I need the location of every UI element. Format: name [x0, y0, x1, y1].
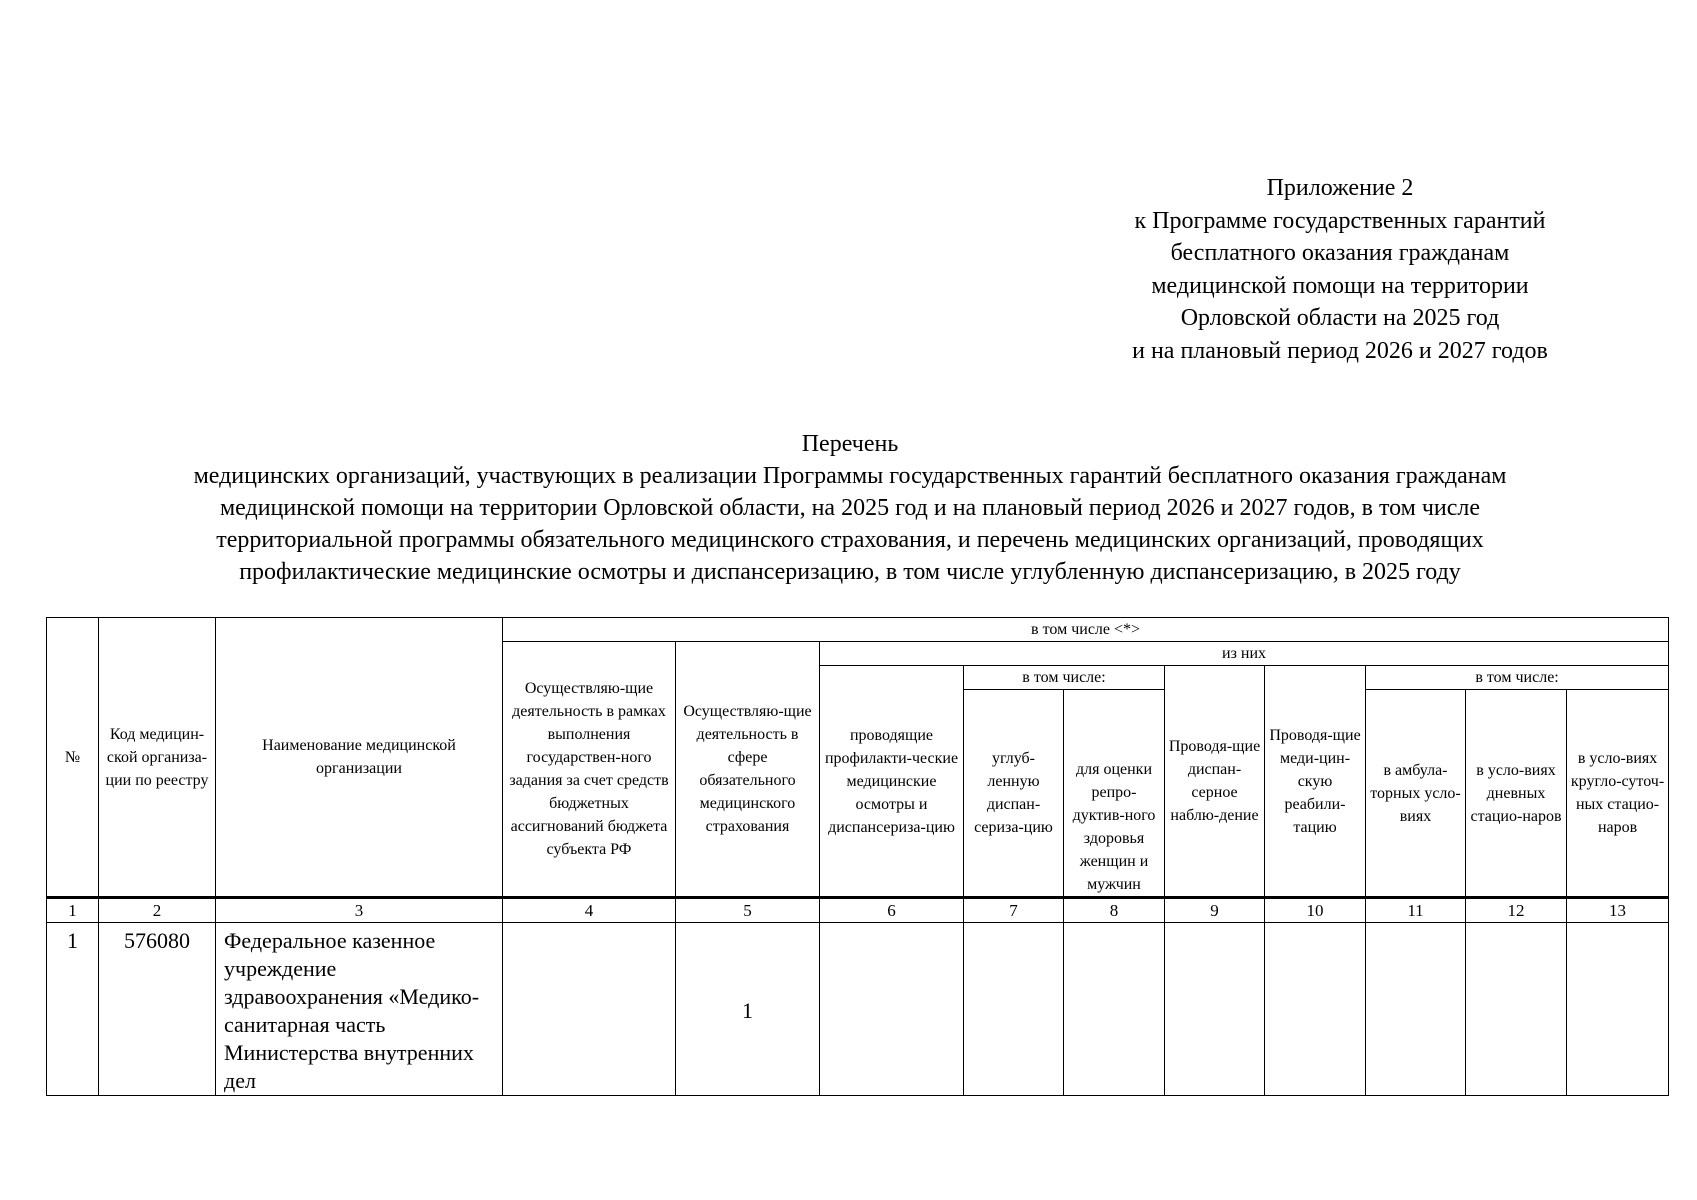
title-line: Перечень — [801, 431, 899, 457]
header-col11: в амбула-торных усло-виях — [1366, 690, 1466, 898]
row-col8 — [1064, 923, 1165, 1096]
row-col13 — [1567, 923, 1669, 1096]
column-number: 8 — [1064, 898, 1165, 923]
row-col10 — [1265, 923, 1366, 1096]
header-col9: Проводя-щие диспан-серное наблю-дение — [1165, 666, 1265, 898]
column-number: 13 — [1567, 898, 1669, 923]
header-name: Наименование медицинской организации — [216, 618, 503, 898]
header-including: в том числе <*> — [503, 618, 1669, 642]
organizations-table — [46, 617, 1669, 1096]
header-col4: Осуществляю-щие деятельность в рамках выполнения государствен-ного задания за счет средств бюджетных ассигнований бюджета субъекта РФ — [503, 642, 676, 898]
column-number-row — [47, 898, 1669, 923]
appendix-line: медицинской помощи на территории — [1151, 272, 1529, 299]
column-number: 7 — [964, 898, 1064, 923]
row-name: Федеральное казенное учреждение здравоохранения «Медико-санитарная часть Министерства внутренних дел — [216, 923, 503, 1096]
row-col11 — [1366, 923, 1466, 1096]
header-col12: в усло-виях дневных стацио-наров — [1466, 690, 1567, 898]
title-line: медицинской помощи на территории Орловской области, на 2025 год и на плановый период 2026 и 2027 годов, в том числе — [219, 495, 1481, 521]
row-col6 — [820, 923, 964, 1096]
header-of-them: из них — [820, 642, 1669, 666]
appendix-line: к Программе государственных гарантий — [1134, 207, 1546, 234]
column-number: 1 — [47, 898, 99, 923]
header-code: Код медицин-ской организа-ции по реестру — [99, 618, 216, 898]
column-number: 9 — [1165, 898, 1265, 923]
appendix-line: Орловской области на 2025 год — [1180, 305, 1500, 331]
appendix-line: и на плановый период 2026 и 2027 годов — [1132, 337, 1548, 364]
column-number: 4 — [503, 898, 676, 923]
header-including-3: в том числе: — [1366, 666, 1669, 690]
column-number: 2 — [99, 898, 216, 923]
title-line: медицинских организаций, участвующих в реализации Программы государственных гарантий бесплатного оказания гражданам — [193, 463, 1507, 489]
header-col7: углуб-ленную диспан-сериза-цию — [964, 690, 1064, 898]
document-title — [40, 428, 1660, 588]
header-col10: Проводя-щие меди-цин-скую реабили-тацию — [1265, 666, 1366, 898]
row-col5: 1 — [676, 923, 820, 1096]
column-number: 5 — [676, 898, 820, 923]
row-num: 1 — [47, 923, 99, 1096]
table-row — [47, 923, 1669, 1096]
header-num: № — [47, 618, 99, 898]
header-including-2: в том числе: — [964, 666, 1165, 690]
header-col6: проводящие профилакти-ческие медицинские осмотры и диспансериза-цию — [820, 666, 964, 898]
column-number: 12 — [1466, 898, 1567, 923]
column-number: 6 — [820, 898, 964, 923]
column-number: 11 — [1366, 898, 1466, 923]
header-col13: в усло-виях кругло-суточ-ных стацио-наров — [1567, 690, 1669, 898]
column-number: 10 — [1265, 898, 1366, 923]
row-col4 — [503, 923, 676, 1096]
title-line: профилактические медицинские осмотры и диспансеризацию, в том числе углубленную диспансеризацию, в 2025 году — [239, 559, 1461, 585]
header-col5: Осуществляю-щие деятельность в сфере обязательного медицинского страхования — [676, 642, 820, 898]
row-col9 — [1165, 923, 1265, 1096]
appendix-line: Приложение 2 — [1266, 175, 1414, 201]
title-line: территориальной программы обязательного медицинского страхования, и перечень медицинских организаций, проводящих — [216, 527, 1484, 553]
row-col7 — [964, 923, 1064, 1096]
header-col8: для оценки репро-дуктив-ного здоровья женщин и мужчин — [1064, 690, 1165, 898]
row-col12 — [1466, 923, 1567, 1096]
row-code: 576080 — [99, 923, 216, 1096]
appendix-line: бесплатного оказания гражданам — [1170, 240, 1510, 266]
appendix-block — [1090, 172, 1590, 367]
column-number: 3 — [216, 898, 503, 923]
